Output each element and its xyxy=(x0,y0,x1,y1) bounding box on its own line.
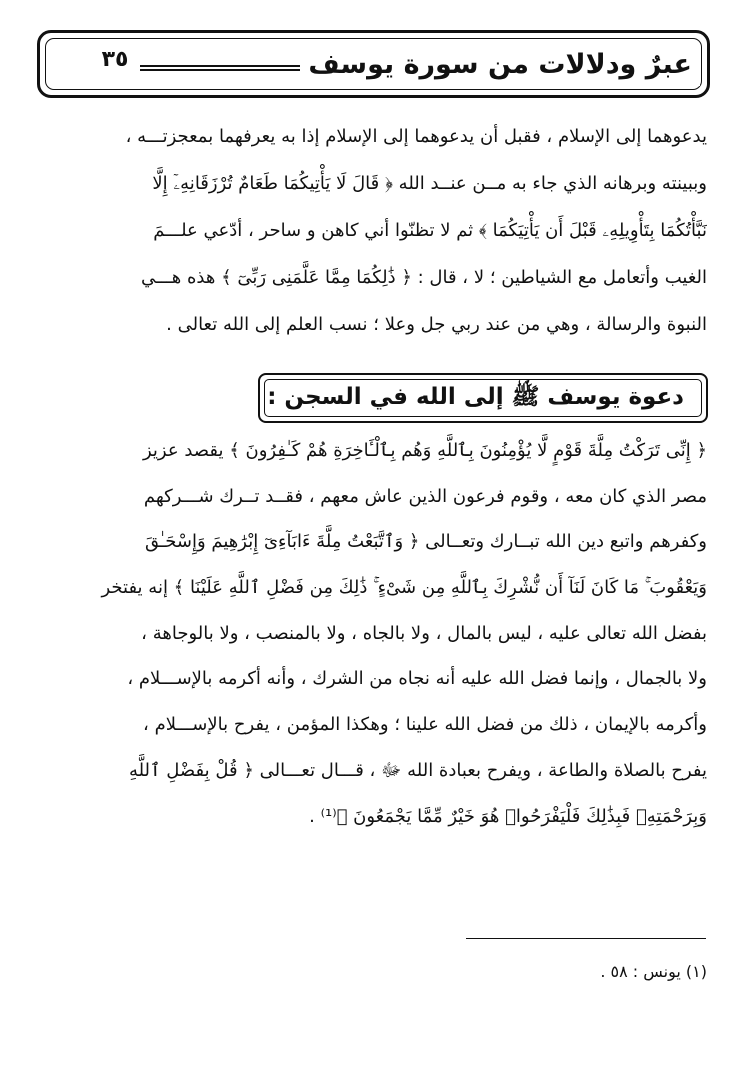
running-header-title: عبرٌ ودلالات من سورة يوسف xyxy=(300,44,700,86)
section-heading: دعوة يوسف ﷺ إلى الله في السجن : xyxy=(267,384,684,410)
text-line: بفضل الله تعالى عليه ، ليس بالمال ، ولا بالجاه ، ولا بالمنصب ، ولا بالوجاهة ، xyxy=(141,622,707,644)
text-line: يفرح بالصلاة والطاعة ، ويفرح بعبادة الله ﷻ ، قـــال تعـــالى ﴿ قُلْ بِفَضْلِ ٱللَّهِ xyxy=(128,759,707,781)
text-line: وببينته وبرهانه الذي جاء به مــن عنــد الله ﴿ قَالَ لَا يَأْتِيكُمَا طَعَامٌ تُرْزَقَانِهِۦٓ إِلَّا xyxy=(152,173,707,194)
footnote: (١) يونس : ٥٨ . xyxy=(600,962,707,981)
footnote-separator xyxy=(466,938,706,939)
paragraph-2 xyxy=(44,428,707,839)
text-line: وَبِرَحْمَتِهِۦ فَبِذَٰلِكَ فَلْيَفْرَحُوا۟ هُوَ خَيْرٌ مِّمَّا يَجْمَعُونَ ﴾⁽¹⁾ . xyxy=(309,805,707,827)
text-line: ولا بالجمال ، وإنما فضل الله عليه أنه نجاه من الشرك ، وأنه أكرمه بالإســـلام ، xyxy=(127,668,707,690)
section-heading-box xyxy=(258,373,708,423)
text-line: النبوة والرسالة ، وهي من عند ربي جل وعلا ؛ نسب العلم إلى الله تعالى . xyxy=(166,314,707,335)
text-line: يدعوهما إلى الإسلام ، فقبل أن يدعوهما إلى الإسلام إذا به يعرفهما بمعجزتـــه ، xyxy=(125,126,707,147)
text-line: نَبَّأْتُكُمَا بِتَأْوِيلِهِۦ قَبْلَ أَن يَأْتِيَكُمَا ﴾ ثم لا تظنّوا أني كاهن و ساحر ، أدّعي علـــمَ xyxy=(153,220,707,241)
text-line: ﴿ إِنِّى تَرَكْتُ مِلَّةَ قَوْمٍ لَّا يُؤْمِنُونَ بِٱللَّهِ وَهُم بِٱلْـَٔاخِرَةِ هُمْ كَـٰفِرُونَ ﴾ يقصد عزيز xyxy=(142,440,707,461)
text-line: وكفرهم واتبع دين الله تبــارك وتعــالى ﴿ وَٱتَّبَعْتُ مِلَّةَ ءَابَآءِىٓ إِبْرَٰهِيمَ وَإِسْحَـٰقَ xyxy=(144,531,707,553)
text-line: وَيَعْقُوبَ ۚ مَا كَانَ لَنَآ أَن نُّشْرِكَ بِٱللَّهِ مِن شَىْءٍ ۚ ذَٰلِكَ مِن فَضْلِ ٱللَّهِ عَلَيْنَا ﴾ إنه يفتخر xyxy=(101,577,707,599)
text-line: وأكرمه بالإيمان ، ذلك من فضل الله علينا ؛ وهكذا المؤمن ، يفرح بالإســـلام ، xyxy=(143,714,707,736)
text-line: الغيب وأتعامل مع الشياطين ؛ لا ، قال : ﴿ ذَٰلِكُمَا مِمَّا عَلَّمَنِى رَبِّىٓ ﴾ هذه هـــي xyxy=(140,267,707,288)
paragraph-1 xyxy=(44,113,707,348)
page-number: ٣٥ xyxy=(101,47,129,72)
text-line: مصر الذي كان معه ، وقوم فرعون الذين عاش معهم ، فقــد تــرك شـــركهم xyxy=(143,485,707,507)
